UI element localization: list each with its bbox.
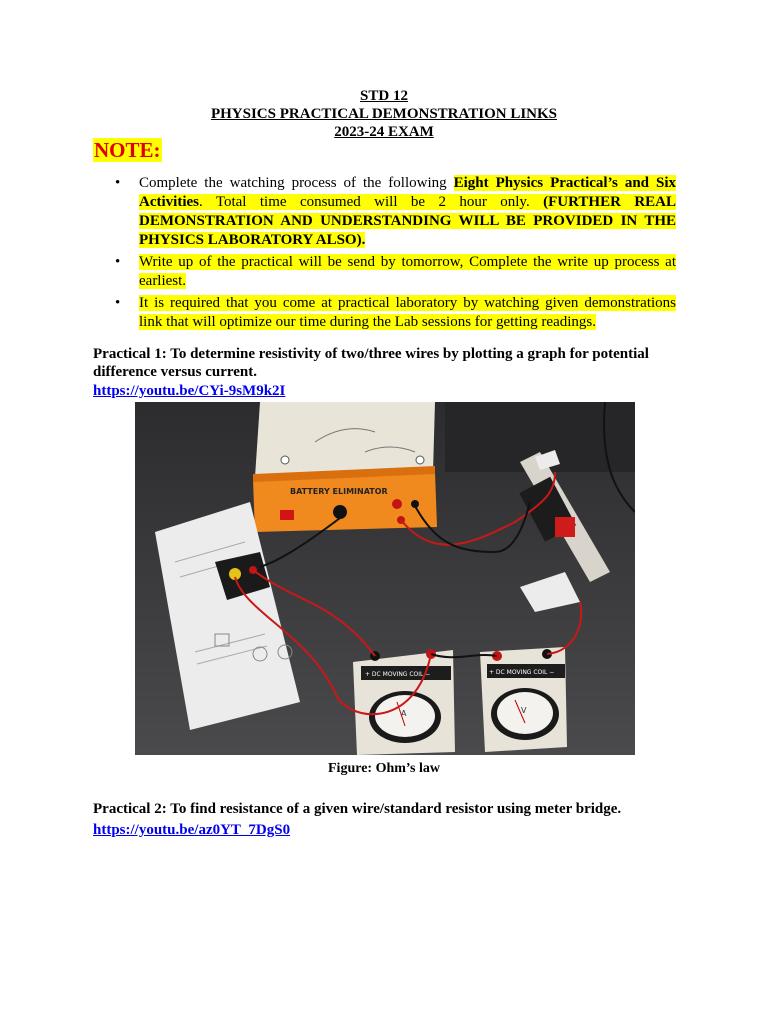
bullet1-text-a: Complete the watching process of the following bbox=[139, 175, 454, 191]
bullet-icon: • bbox=[115, 254, 121, 270]
ohms-law-photo-illustration bbox=[135, 402, 635, 755]
bullet1-text-c: . Total time consumed will be 2 hour only. bbox=[198, 194, 544, 210]
list-item bbox=[93, 174, 676, 250]
header-std: STD 12 bbox=[360, 88, 408, 104]
note-label: NOTE: bbox=[94, 138, 161, 162]
practical2-link-wrap bbox=[93, 821, 676, 839]
battery-eliminator-label: BATTERY ELIMINATOR bbox=[290, 487, 388, 496]
ohms-law-photo bbox=[135, 402, 635, 755]
header-exam: 2023-24 EXAM bbox=[334, 124, 434, 140]
meter2-unit: V bbox=[521, 706, 527, 715]
bullet1-text-d: (FURTHER REAL DEMONSTRATION AND UNDERSTANDING WILL BE PROVIDED IN THE PHYSICS LABORATORY ALSO). bbox=[139, 194, 677, 248]
practical1-title: Practical 1: To determine resistivity of two/three wires by plotting a graph for potential difference versus current. bbox=[93, 346, 649, 380]
meter1-unit: A bbox=[401, 709, 407, 718]
list-item bbox=[93, 294, 676, 332]
bullet-icon: • bbox=[115, 175, 121, 191]
bullet-icon: • bbox=[115, 295, 121, 311]
practical1-link[interactable]: https://youtu.be/CYi-9sM9k2I bbox=[93, 383, 286, 399]
bullet1-text-b: Eight Physics Practical’s and Six Activities bbox=[139, 175, 676, 210]
practical2-link[interactable]: https://youtu.be/az0YT_7DgS0 bbox=[93, 822, 291, 838]
meter1-label: + DC MOVING COIL − bbox=[365, 671, 431, 678]
practical1-link-wrap bbox=[93, 382, 676, 400]
meter2-label: + DC MOVING COIL − bbox=[489, 669, 555, 676]
bullet3-text: It is required that you come at practical laboratory by watching given demonstrations link that will optimize our time during the Lab sessions for getting readings. bbox=[139, 295, 676, 330]
practical2-title: Practical 2: To find resistance of a given wire/standard resistor using meter bridge. bbox=[93, 801, 622, 817]
list-item bbox=[93, 253, 676, 291]
instruction-list bbox=[93, 174, 676, 335]
header-title: PHYSICS PRACTICAL DEMONSTRATION LINKS bbox=[210, 106, 558, 122]
figure-caption: Figure: Ohm’s law bbox=[328, 761, 440, 776]
document-header bbox=[0, 87, 768, 141]
bullet2-text: Write up of the practical will be send by tomorrow, Complete the write up process at earliest. bbox=[139, 254, 676, 289]
